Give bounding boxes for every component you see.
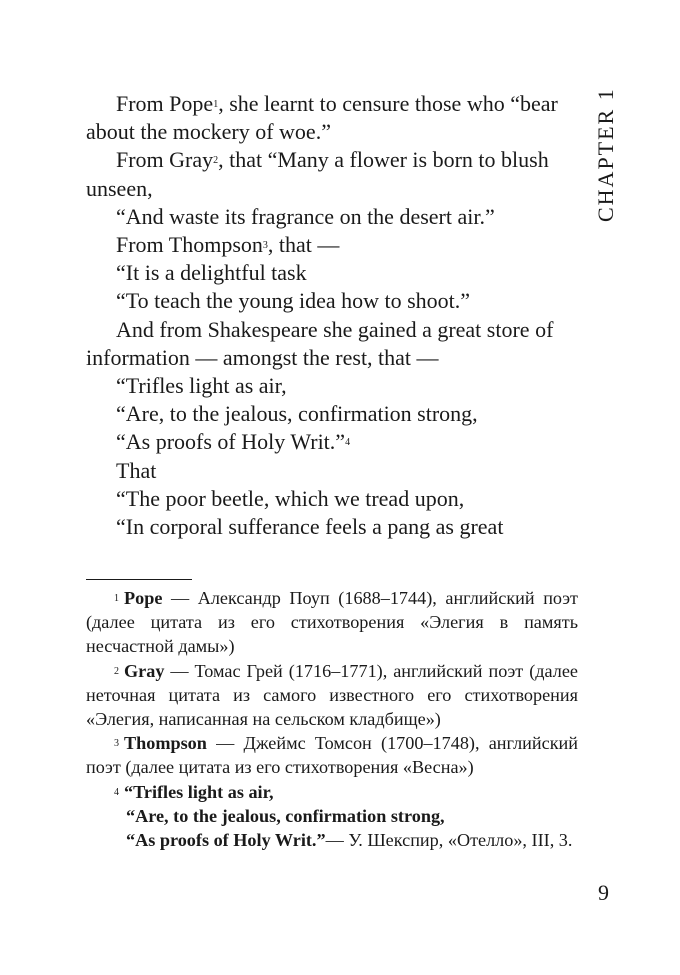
verse-line: “In corporal sufferance feels a pang as great <box>116 514 504 540</box>
footnote-divider <box>86 579 192 580</box>
paragraph: From Gray$^2$, that “Many a flower is born to blush unseen, <box>86 147 549 201</box>
running-head: CHAPTER 1 <box>593 87 618 222</box>
verse-line: “And waste its fragrance on the desert air.” <box>116 203 495 229</box>
paragraph: That <box>116 457 157 483</box>
verse-line: “It is a delightful task <box>116 260 307 286</box>
main-text <box>86 90 580 541</box>
footnote-ref[interactable]: 2 <box>213 155 219 167</box>
verse-line: “As proofs of Holy Writ.”$^4$ <box>116 429 351 455</box>
verse-line: “Trifles light as air, <box>116 373 287 399</box>
footnote-4: $^4$ “Trifles light as air, <box>114 781 274 802</box>
footnote-2: $^2$ Gray — Томас Грей (1716–1771), английский поэт (далее неточная цитата из самого известного его стихотворения «Элегия, написанная на сельском кладбище») <box>86 660 578 730</box>
page-number: 9 <box>598 880 609 905</box>
paragraph: From Thompson$^3$, that — <box>116 232 340 258</box>
footnote-4-line: “Are, to the jealous, confirmation strong, <box>126 805 445 826</box>
footnotes <box>86 586 578 852</box>
footnote-4-line: “As proofs of Holy Writ.”— У. Шекспир, «Отелло», III, 3. <box>126 830 573 851</box>
paragraph: From Pope$^1$, she learnt to censure those who “bear about the mockery of woe.” <box>86 91 558 145</box>
footnote-ref[interactable]: 1 <box>213 99 219 110</box>
footnote-1: $^1$ Pope — Александр Поуп (1688–1744), английский поэт (далее цитата из его стихотворения «Элегия в память несчастной дамы») <box>86 588 578 657</box>
footnote-ref[interactable]: 3 <box>262 240 268 252</box>
footnote-3: $^3$ Thompson — Джеймс Томсон (1700–1748), английский поэт (далее цитата из его стихотворения «Весна») <box>86 733 578 778</box>
verse-line: “The poor beetle, which we tread upon, <box>116 485 465 511</box>
verse-line: “To teach the young idea how to shoot.” <box>116 288 471 314</box>
paragraph: And from Shakespeare she gained a great store of information — amongst the rest, that — <box>86 316 554 370</box>
verse-line: “Are, to the jealous, confirmation strong, <box>116 401 478 427</box>
footnote-ref[interactable]: 4 <box>345 437 351 449</box>
